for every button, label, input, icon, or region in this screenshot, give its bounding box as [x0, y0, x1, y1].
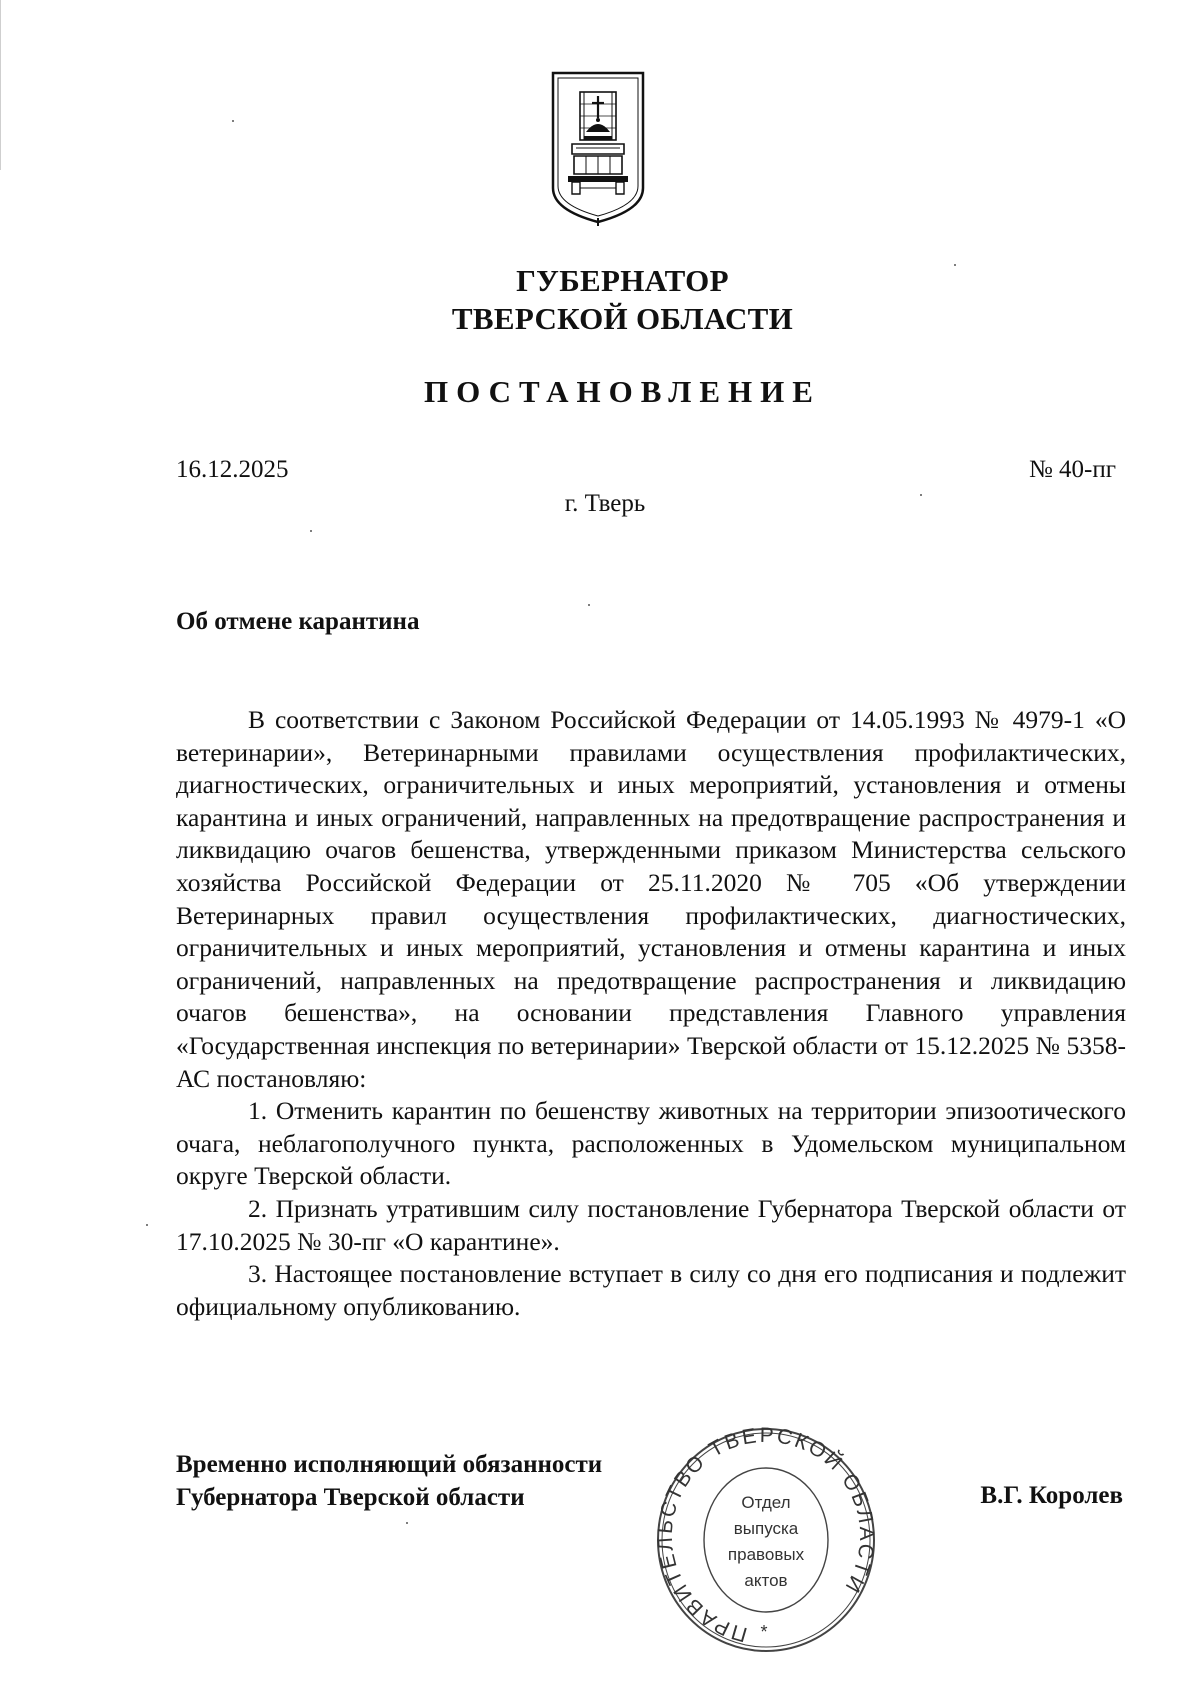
clause-1: 1. Отменить карантин по бешенству животных на территории эпизоотического очага, неблагополучного пункта, расположенных в Удомельском муниципальном округе Тверской области. [176, 1096, 1126, 1191]
scan-speck [146, 1224, 148, 1226]
signer-name: В.Г. Королев [980, 1482, 1123, 1509]
official-stamp [652, 1422, 880, 1658]
tver-coat-of-arms-icon [550, 70, 646, 226]
scan-speck [310, 530, 312, 532]
preamble-paragraph: В соответствии с Законом Российской Федерации от 14.05.1993 № 4979-1 «О ветеринарии», Ветеринарными правилами осуществления профилактических, диагностических, ограничительных и иных мероприятий, установления и отмены карантина и иных ограничений, направленных на предотвращение распространения и ликвидацию очагов бешенства, утвержденными приказом Министерства сельского хозяйства Российской Федерации от 25.11.2020 № 705 «Об утверждении Ветеринарных правил осуществления профилактических, диагностических, ограничительных и иных мероприятий, установления и отмены карантина и иных ограничений, направленных на предотвращение распространения и ликвидацию очагов бешенства», на основании представления Главного управления «Государственная инспекция по ветеринарии» Тверской области от 15.12.2025 № 5358-АС постановляю: [176, 705, 1126, 1093]
authority-line-2: ТВЕРСКОЙ ОБЛАСТИ [451, 301, 794, 336]
document-subject: Об отмене карантина [176, 608, 420, 635]
document-city: г. Тверь [564, 490, 646, 517]
stamp-line-2: выпуска [733, 1519, 799, 1538]
signer-position [176, 1448, 602, 1514]
signer-position-line-1: Временно исполняющий обязанности [176, 1451, 603, 1478]
stamp-line-3: правовых [727, 1545, 805, 1564]
document-body [176, 704, 1126, 1323]
stamp-line-4: актов [744, 1571, 788, 1590]
document-type: ПОСТАНОВЛЕНИЕ [424, 374, 821, 409]
scan-edge-line [0, 0, 1, 170]
scan-speck [954, 264, 956, 266]
stamp-center-text [716, 1490, 816, 1594]
document-number: № 40-пг [1028, 456, 1116, 483]
clause-2: 2. Признать утратившим силу постановление Губернатора Тверской области от 17.10.2025 № 30-пг «О карантине». [176, 1193, 1126, 1256]
scan-speck [406, 1522, 408, 1524]
document-date: 16.12.2025 [176, 456, 289, 483]
issuing-authority [0, 262, 1200, 338]
scan-speck [920, 494, 922, 496]
stamp-star: * [760, 1622, 768, 1642]
scan-speck [588, 604, 590, 606]
stamp-line-1: Отдел [741, 1493, 791, 1512]
authority-line-1: ГУБЕРНАТОР [516, 263, 729, 298]
scan-speck [232, 120, 234, 122]
stamp-ring-text: ПРАВИТЕЛЬСТВО ТВЕРСКОЙ ОБЛАСТИ [653, 1423, 879, 1647]
clause-3: 3. Настоящее постановление вступает в силу со дня его подписания и подлежит официальному опубликованию. [176, 1259, 1126, 1321]
signer-position-line-2: Губернатора Тверской области [176, 1484, 525, 1511]
